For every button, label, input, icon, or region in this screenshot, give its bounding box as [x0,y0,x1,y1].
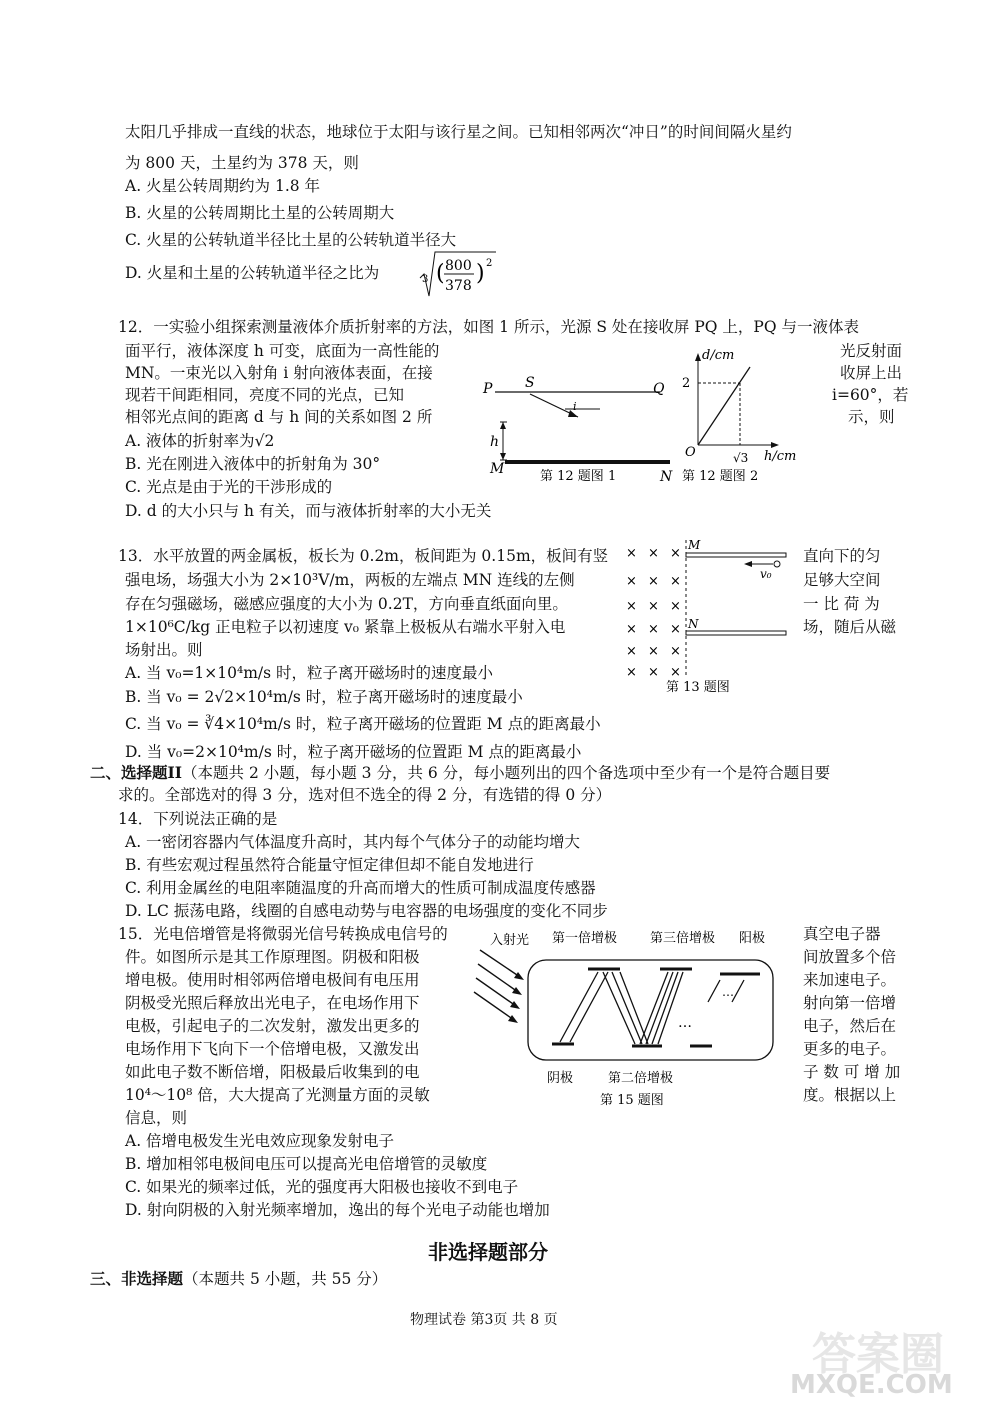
svg-text:(: ( [436,261,445,286]
svg-text:×: × [626,644,637,659]
q12-line3-right: 收屏上出 [840,364,903,382]
svg-text:i: i [573,400,577,413]
svg-text:第 12 题图 2: 第 12 题图 2 [682,469,759,484]
svg-text:×: × [626,574,637,589]
svg-text:×: × [648,599,659,614]
q15-option-c: C. 如果光的频率过低，光的强度再大阳极也接收不到电子 [125,1178,519,1196]
svg-text:第 13 题图: 第 13 题图 [666,680,730,695]
q12-line2-right: 光反射面 [840,342,903,360]
svg-text:…: … [678,1015,692,1031]
q15-line7-right: 子 数 可 增 加 [803,1063,901,1081]
q15-line1-right: 真空电子器 [803,925,881,943]
q13-option-a: A. 当 v₀=1×10⁴m/s 时，粒子离开磁场时的速度最小 [125,664,494,682]
q15-line3: 增电极。使用时相邻两倍增电极间有电压用 [125,971,420,989]
q12-option-c: C. 光点是由于光的干涉形成的 [125,478,333,496]
q15-line4-right: 射向第一倍增 [803,994,897,1012]
q12-line4-right: i=60°，若 [832,386,909,404]
dynode-paths [560,972,744,1044]
page-footer: 物理试卷 第3页 共 8 页 [410,1312,558,1328]
svg-text:×: × [648,644,659,659]
q14-stem: 14．下列说法正确的是 [118,810,278,828]
svg-text:第 15 题图: 第 15 题图 [600,1093,664,1108]
q12-option-d: D. d 的大小只与 h 有关，而与液体折射率的大小无关 [125,502,492,520]
q13-line4: 1×10⁶C/kg 正电粒子以初速度 v₀ 紧靠上极板从右端水平射入电 [125,618,566,636]
q11-line2: 为 800 天，土星约为 378 天，则 [125,154,359,172]
svg-text:×: × [648,665,659,680]
q13-figure [620,535,800,700]
q15-option-d: D. 射向阴极的入射光频率增加，逸出的每个光电子动能也增加 [125,1201,550,1219]
q11-option-d-formula [418,250,498,300]
svg-text:√3: √3 [733,451,749,465]
svg-text:第二倍增极: 第二倍增极 [608,1071,674,1086]
svg-text:入射光: 入射光 [490,933,530,948]
q13-line2-right: 足够大空间 [803,571,881,589]
q15-line2-right: 间放置多个倍 [803,948,897,966]
q14-option-c: C. 利用金属丝的电阻率随温度的升高而增大的性质可制成温度传感器 [125,879,596,897]
svg-text:×: × [670,644,681,659]
svg-text:): ) [476,261,485,286]
q15-line2: 件。如图所示是其工作原理图。阴极和阳极 [125,948,420,966]
q15-line3-right: 来加速电子。 [803,971,897,989]
q15-figure [470,922,800,1112]
svg-text:M: M [490,461,505,477]
q13-line2: 强电场，场强大小为 2×10³V/m，两板的左端点 MN 连线的左侧 [125,571,575,589]
q14-option-a: A. 一密闭容器内气体温度升高时，其内每个气体分子的动能均增大 [125,833,581,851]
q12-line5-right: 示，则 [848,408,895,426]
svg-text:S: S [525,375,535,391]
watermark-url: MXQE.COM [790,1370,953,1400]
q12-option-a: A. 液体的折射率为√2 [125,432,275,450]
svg-text:N: N [660,469,673,485]
svg-text:第三倍增极: 第三倍增极 [650,931,716,946]
svg-text:×: × [670,574,681,589]
svg-text:Q: Q [653,381,665,397]
svg-text:M: M [688,538,701,552]
q13-line4-right: 场，随后从磁 [803,618,897,636]
svg-text:阳极: 阳极 [739,931,766,946]
q15-line1: 15．光电倍增管是将微弱光信号转换成电信号的 [118,925,448,943]
svg-text:×: × [648,546,659,561]
svg-text:×: × [670,546,681,561]
q15-line6-right: 更多的电子。 [803,1040,897,1058]
q15-line6: 电场作用下飞向下一个倍增电极，又激发出 [125,1040,420,1058]
q13-line5: 场射出。则 [125,641,203,659]
svg-text:O: O [685,445,696,460]
q13-option-b: B. 当 v₀ = 2√2×10⁴m/s 时，粒子离开磁场时的速度最小 [125,688,523,706]
svg-text:第一倍增极: 第一倍增极 [552,931,618,946]
q11-option-c: C. 火星的公转轨道半径比土星的公转轨道半径大 [125,231,457,249]
q12-line1: 12．一实验小组探索测量液体介质折射率的方法，如图 1 所示，光源 S 处在接收屏 PQ 上，PQ 与一液体表 [118,318,859,336]
watermark-logo: 答案圈 [812,1329,944,1380]
q15-line5-right: 电子，然后在 [803,1017,897,1035]
q13-line1: 13．水平放置的两金属板，板长为 0.2m，板间距为 0.15m，板间有竖 [118,547,609,565]
section2-line2: 求的。全部选对的得 3 分，选对但不选全的得 2 分，有选错的得 0 分） [118,786,612,804]
q14-option-b: B. 有些宏观过程虽然符合能量守恒定律但却不能自发地进行 [125,856,534,874]
q15-line4: 阴极受光照后释放出光电子，在电场作用下 [125,994,420,1012]
section2-line1: 二、选择题II（本题共 2 小题，每小题 3 分，共 6 分，每小题列出的四个备选项中至少有一个是符合题目要 [90,763,831,782]
svg-text:×: × [626,622,637,637]
svg-text:d/cm: d/cm [702,348,735,363]
q15-line7: 如此电子数不断倍增，阳极最后收集到的电 [125,1063,420,1081]
q13-line1-right: 直向下的匀 [803,547,881,565]
svg-text:×: × [648,622,659,637]
svg-text:P: P [483,381,493,397]
q15-line8: 10⁴～10⁸ 倍，大大提高了光测量方面的灵敏 [125,1086,430,1104]
magnetic-field-crosses [626,546,681,680]
svg-text:2: 2 [486,258,493,269]
svg-text:×: × [626,546,637,561]
svg-text:×: × [648,574,659,589]
svg-text:N: N [688,617,699,631]
svg-text:×: × [626,665,637,680]
section3-heading: 三、非选择题（本题共 5 小题，共 55 分） [90,1269,388,1288]
q13-line3-right: 一 比 荷 为 [803,595,880,613]
svg-text:第 12 题图 1: 第 12 题图 1 [540,469,617,484]
q12-figure-2 [680,345,800,485]
incident-light-arrows [474,950,520,1020]
svg-text:×: × [670,599,681,614]
svg-text:800: 800 [445,258,472,274]
q15-line9: 信息，则 [125,1109,188,1127]
q13-option-c: C. 当 v₀ = ∛4×10⁴m/s 时，粒子离开磁场的位置距 M 点的距离最小 [125,715,601,733]
q13-line3: 存在匀强磁场，磁感应强度的大小为 0.2T，方向垂直纸面向里。 [125,595,568,613]
q11-line1: 太阳几乎排成一直线的状态，地球位于太阳与该行星之间。已知相邻两次“冲日”的时间间隔火星约 [125,123,792,141]
svg-text:v₀: v₀ [760,567,772,581]
svg-text:×: × [670,622,681,637]
svg-text:3: 3 [422,274,429,285]
q11-option-d: D. 火星和土星的公转轨道半径之比为 [125,264,380,282]
q12-figure-1 [480,372,680,487]
q13-option-d: D. 当 v₀=2×10⁴m/s 时，粒子离开磁场的位置距 M 点的距离最小 [125,743,582,761]
svg-text:378: 378 [445,278,472,294]
svg-text:×: × [626,599,637,614]
svg-text:h: h [490,434,500,450]
q11-option-a: A. 火星公转周期约为 1.8 年 [125,177,321,195]
part-title: 非选择题部分 [428,1240,548,1264]
q12-line4: 现若干间距相同，亮度不同的光点，已知 [125,386,405,404]
q15-option-b: B. 增加相邻电极间电压可以提高光电倍增管的灵敏度 [125,1155,488,1173]
q15-line8-right: 度。根据以上 [803,1086,897,1104]
q12-line3: MN。一束光以入射角 i 射向液体表面，在接 [125,364,433,382]
q12-option-b: B. 光在刚进入液体中的折射角为 30° [125,455,381,473]
q15-line5: 电极，引起电子的二次发射，激发出更多的 [125,1017,420,1035]
svg-text:×: × [670,665,681,680]
q15-option-a: A. 倍增电极发生光电效应现象发射电子 [125,1132,395,1150]
q12-line2: 面平行，液体深度 h 可变，底面为一高性能的 [125,342,440,360]
svg-text:2: 2 [682,376,691,391]
svg-text:…: … [722,985,734,999]
svg-text:h/cm: h/cm [764,449,797,464]
q14-option-d: D. LC 振荡电路，线圈的自感电动势与电容器的电场强度的变化不同步 [125,902,608,920]
q11-option-b: B. 火星的公转周期比土星的公转周期大 [125,204,395,222]
q12-line5: 相邻光点间的距离 d 与 h 间的关系如图 2 所 [125,408,433,426]
svg-text:阴极: 阴极 [547,1071,574,1086]
